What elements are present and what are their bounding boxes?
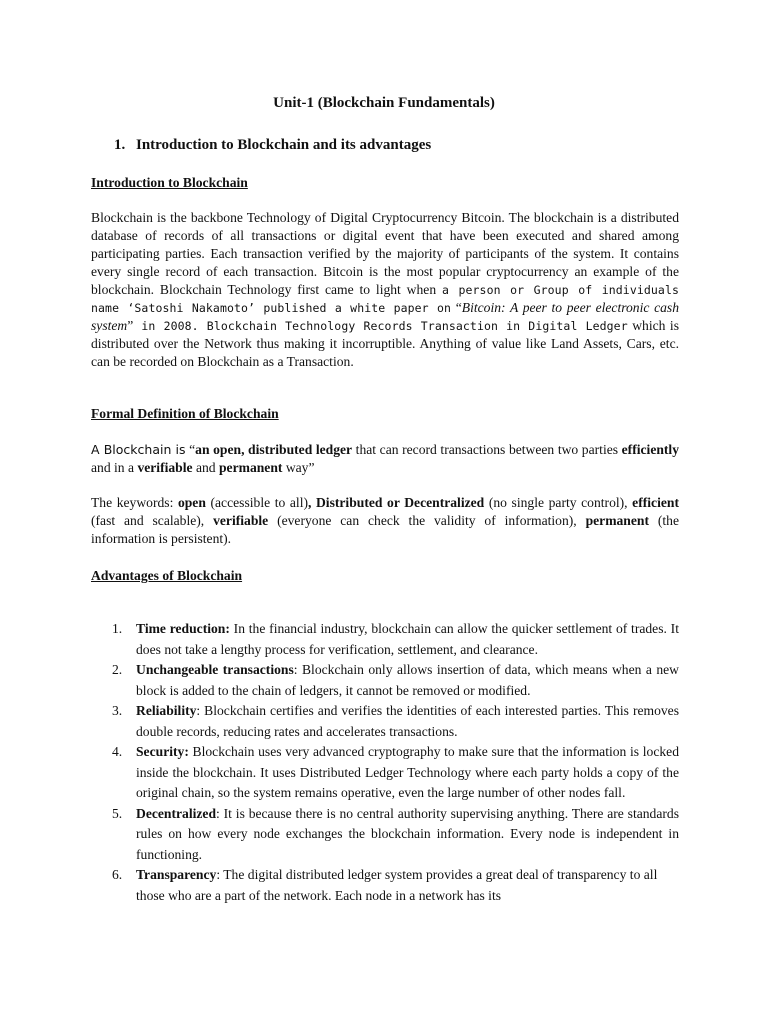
keyword-open: open — [177, 495, 206, 510]
list-item-text: : The digital distributed ledger system provides a great deal of transparency to all those who are a part of the network. Each node in a network has its — [136, 867, 658, 903]
list-item — [91, 804, 679, 866]
list-item-text: : It is because there is no central authority supervising anything. There are standards rules on how every node exchanges the blockchain information. Every node is independent in functioning. — [136, 805, 679, 862]
keywords-lead: The keywords: — [91, 495, 178, 510]
formal-mid-3: and — [192, 460, 219, 475]
formal-quote-open: “ — [185, 442, 196, 457]
list-item — [91, 865, 679, 906]
formal-bold-4: permanent — [219, 460, 283, 475]
section-heading-text: Introduction to Blockchain and its advantages — [136, 137, 432, 153]
list-item-term: Decentralized — [136, 805, 217, 821]
intro-quote-title: Bitcoin: A peer to peer electronic cash system — [91, 300, 679, 333]
list-item — [91, 701, 679, 742]
formal-mid-2: and in a — [91, 460, 138, 475]
intro-quote-open: “ — [455, 300, 462, 315]
intro-text-mono-2: in 2008. Blockchain Technology Records Transaction in Digital Ledger — [133, 319, 628, 333]
intro-text-2: which is distributed over the Network thus making it incorruptible. Anything of value like Land Assets, Cars, etc. can be recorded on Blockchain as a Transaction. — [91, 318, 679, 369]
keyword-distributed: , Distributed or Decentralized — [308, 495, 485, 510]
list-item-number: 6. — [112, 867, 123, 882]
intro-heading: Introduction to Blockchain — [91, 175, 248, 190]
keyword-distributed-desc: (no single party control), — [484, 495, 633, 510]
section-heading — [114, 137, 431, 154]
formal-lead: A Blockchain is — [91, 442, 186, 457]
formal-definition-heading: Formal Definition of Blockchain — [91, 406, 279, 421]
list-item-number: 2. — [112, 662, 123, 677]
keyword-efficient: efficient — [632, 495, 679, 510]
list-item-text: In the financial industry, blockchain can allow the quicker settlement of trades. It does not take a lengthy process for verification, settlement, and clearance. — [136, 621, 679, 657]
formal-bold-2: efficiently — [621, 442, 680, 457]
list-item-number: 4. — [112, 744, 123, 759]
list-item-number: 5. — [112, 805, 123, 821]
page-title: Unit-1 (Blockchain Fundamentals) — [273, 95, 495, 111]
list-item — [91, 619, 679, 660]
list-item — [91, 742, 679, 804]
list-item-term: Unchangeable transactions — [136, 662, 294, 677]
list-item-term: Security: — [136, 744, 189, 759]
advantages-heading: Advantages of Blockchain — [91, 568, 243, 583]
keyword-open-desc: (accessible to all) — [205, 495, 308, 510]
formal-mid-1: that can record transactions between two parties — [352, 442, 622, 457]
list-item — [91, 660, 679, 701]
list-item-term: Transparency — [136, 867, 217, 882]
list-item-text: : Blockchain certifies and verifies the identities of each interested parties. This removes double records, reducing rates and accelerates transactions. — [136, 703, 679, 739]
list-item-number: 3. — [112, 703, 123, 718]
intro-text-1: Blockchain is the backbone Technology of Digital Cryptocurrency Bitcoin. The blockchain is a distributed database of records of all transactions or digital event that have been executed and shared among participating parties. Each transaction verified by the majority of participants of the system. It contains every single record of each transaction. Bitcoin is the most popular cryptocurrency an example of the blockchain. Blockchain Technology first came to light when — [91, 210, 679, 297]
list-item-term: Reliability — [136, 703, 197, 718]
keyword-verifiable-desc: (everyone can check the validity of information), — [268, 513, 586, 528]
intro-text-mono: a person or Group of individuals name ‘Satoshi Nakamoto’ published a white paper on — [91, 283, 679, 315]
formal-bold-3: verifiable — [137, 460, 193, 475]
intro-quote-close: ” — [127, 318, 134, 333]
keyword-efficient-desc: (fast and scalable), — [91, 513, 214, 528]
list-item-number: 1. — [112, 621, 123, 636]
formal-bold-1: an open, distributed ledger — [195, 442, 353, 457]
keyword-permanent-desc: (the information is persistent). — [91, 513, 679, 546]
formal-end: way” — [282, 460, 315, 475]
keyword-verifiable: verifiable — [213, 513, 269, 528]
list-item-term: Time reduction: — [136, 621, 230, 636]
formal-definition-paragraph — [91, 441, 679, 477]
keyword-permanent: permanent — [585, 513, 649, 528]
list-item-text: : Blockchain only allows insertion of data, which means when a new block is added to the chain of ledgers, it cannot be removed or modified. — [136, 662, 679, 698]
list-item-text: Blockchain uses very advanced cryptography to make sure that the information is locked inside the blockchain. It uses Distributed Ledger Technology where each party holds a copy of the original chain, so the system remains operative, even the large number of other nodes fall. — [136, 744, 679, 800]
section-number: 1. — [114, 137, 126, 153]
keywords-paragraph — [91, 494, 679, 548]
intro-paragraph — [91, 209, 679, 371]
advantages-list — [91, 619, 679, 906]
